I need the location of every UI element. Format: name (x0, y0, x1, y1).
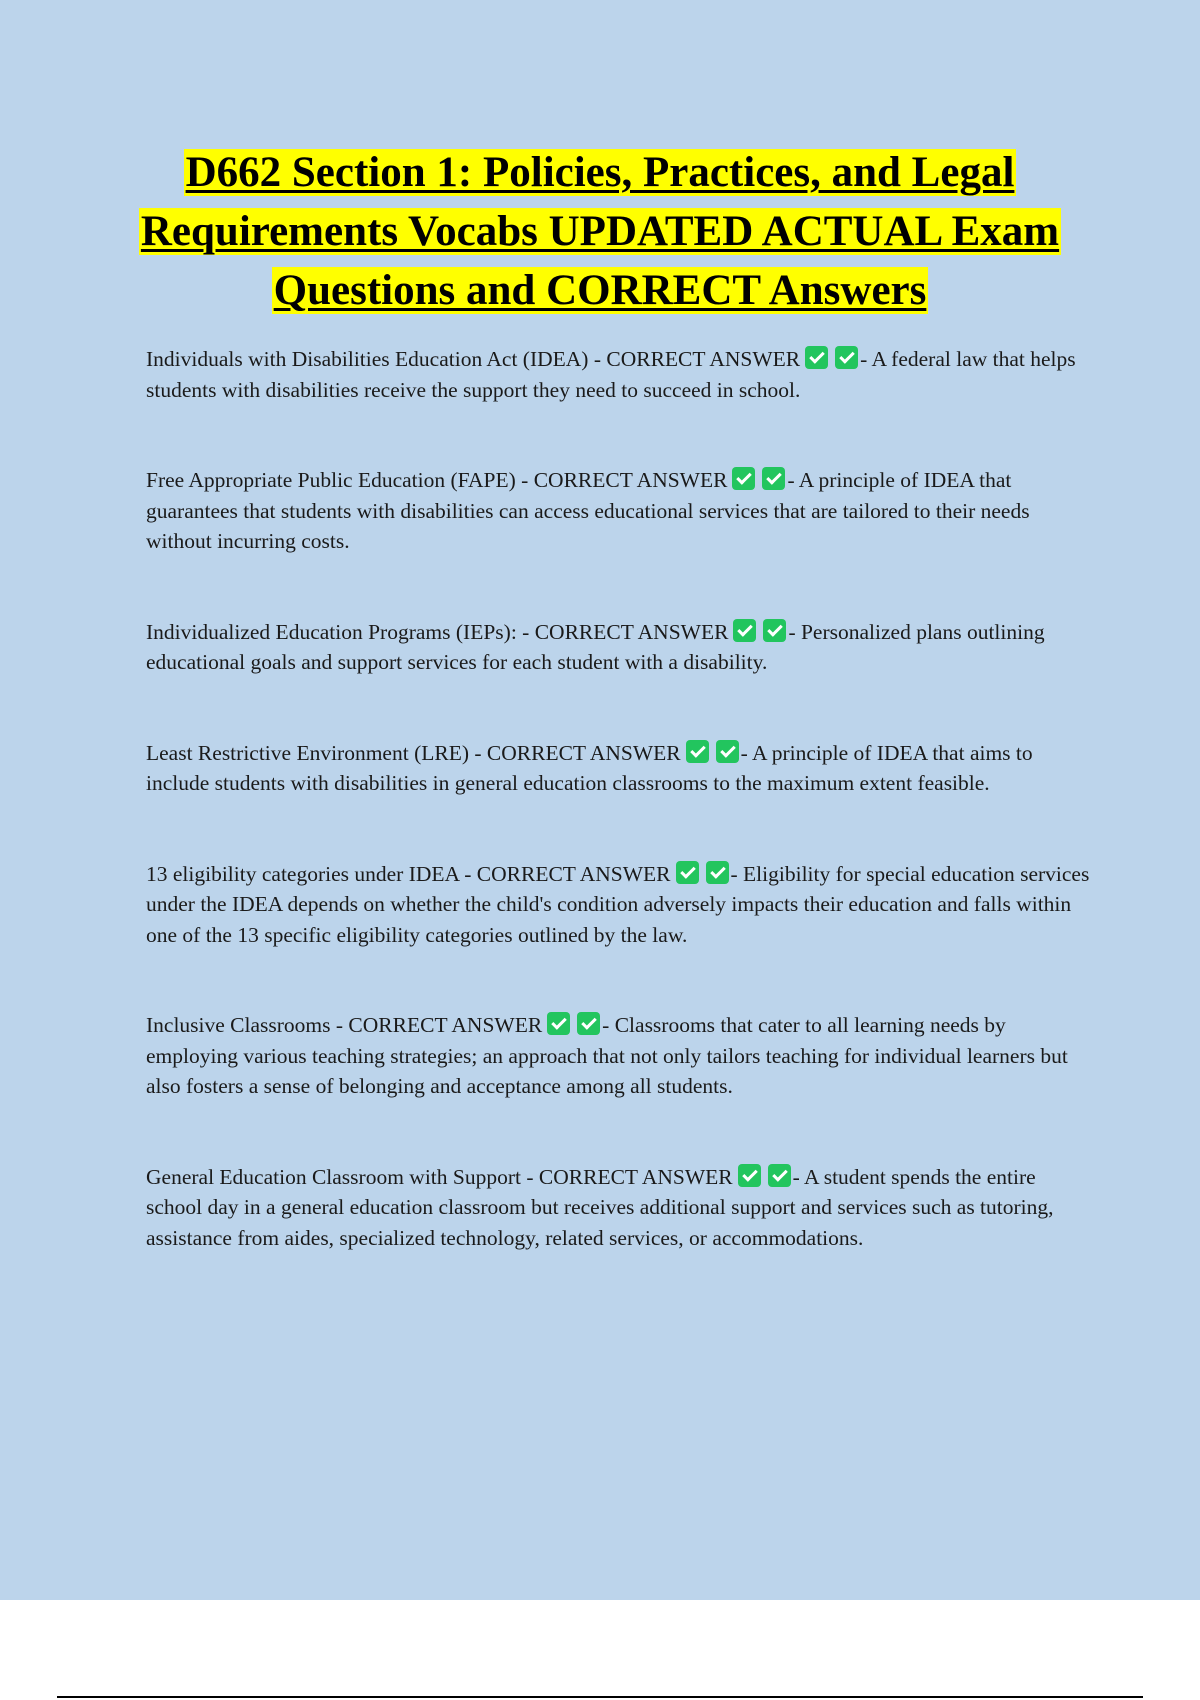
entry (146, 344, 1096, 405)
check-mark-icon (763, 619, 786, 642)
entry (146, 738, 1096, 799)
entry (146, 1162, 1096, 1254)
entry-definition: - A student spends the entire school day in a general education classroom but receives additional support and services such as tutoring, assistance from aides, specialized technology, related services, or accommodations. (146, 1164, 1054, 1250)
document-title (100, 143, 1100, 320)
footer-divider (57, 1696, 1143, 1698)
check-mark-icon (762, 467, 785, 490)
entry-definition: - A principle of IDEA that guarantees that students with disabilities can access educational services that are tailored to their needs without incurring costs. (146, 468, 1030, 553)
entry-definition: - Personalized plans outlining educational goals and support services for each student with a disability. (146, 619, 1045, 674)
entry-term: Inclusive Classrooms - CORRECT ANSWER (146, 1013, 543, 1037)
check-mark-icon (738, 1164, 761, 1187)
check-mark-icon (733, 619, 756, 642)
entry-definition: - A principle of IDEA that aims to include students with disabilities in general education classrooms to the maximum extent feasible. (146, 740, 1033, 795)
entry-list (146, 344, 1096, 1313)
entry-term: Least Restrictive Environment (LRE) - CORRECT ANSWER (146, 740, 681, 765)
check-mark-icon (577, 1012, 600, 1035)
check-mark-icon (716, 740, 739, 763)
check-mark-icon (686, 740, 709, 763)
title-highlight: D662 Section 1: Policies, Practices, and Legal Requirements Vocabs UPDATED ACTUAL Exam Questions and CORRECT Answers (140, 149, 1060, 314)
check-mark-icon (805, 346, 828, 369)
entry (146, 617, 1096, 678)
check-mark-icon (676, 861, 699, 884)
check-mark-icon (547, 1012, 570, 1035)
entry (146, 1010, 1096, 1102)
entry (146, 859, 1096, 951)
entry-definition: - A federal law that helps students with disabilities receive the support they need to succeed in school. (146, 347, 1076, 402)
check-mark-icon (706, 861, 729, 884)
entry-term: Individualized Education Programs (IEPs): - CORRECT ANSWER (146, 619, 729, 644)
entry (146, 465, 1096, 557)
entry-definition: - Eligibility for special education services under the IDEA depends on whether the child's condition adversely impacts their education and falls within one of the 13 specific eligibility categories outlined by the law. (146, 861, 1090, 947)
entry-term: 13 eligibility categories under IDEA - CORRECT ANSWER (146, 861, 671, 886)
entry-definition: - Classrooms that cater to all learning needs by employing various teaching strategies; an approach that not only tailors teaching for individual learners but also fosters a sense of belonging and acceptance among all students. (146, 1013, 1068, 1098)
entry-term: Free Appropriate Public Education (FAPE) - CORRECT ANSWER (146, 468, 728, 492)
check-mark-icon (768, 1164, 791, 1187)
check-mark-icon (732, 467, 755, 490)
entry-term: Individuals with Disabilities Education Act (IDEA) - CORRECT ANSWER (146, 347, 801, 371)
check-mark-icon (835, 346, 858, 369)
entry-term: General Education Classroom with Support - CORRECT ANSWER (146, 1164, 733, 1189)
